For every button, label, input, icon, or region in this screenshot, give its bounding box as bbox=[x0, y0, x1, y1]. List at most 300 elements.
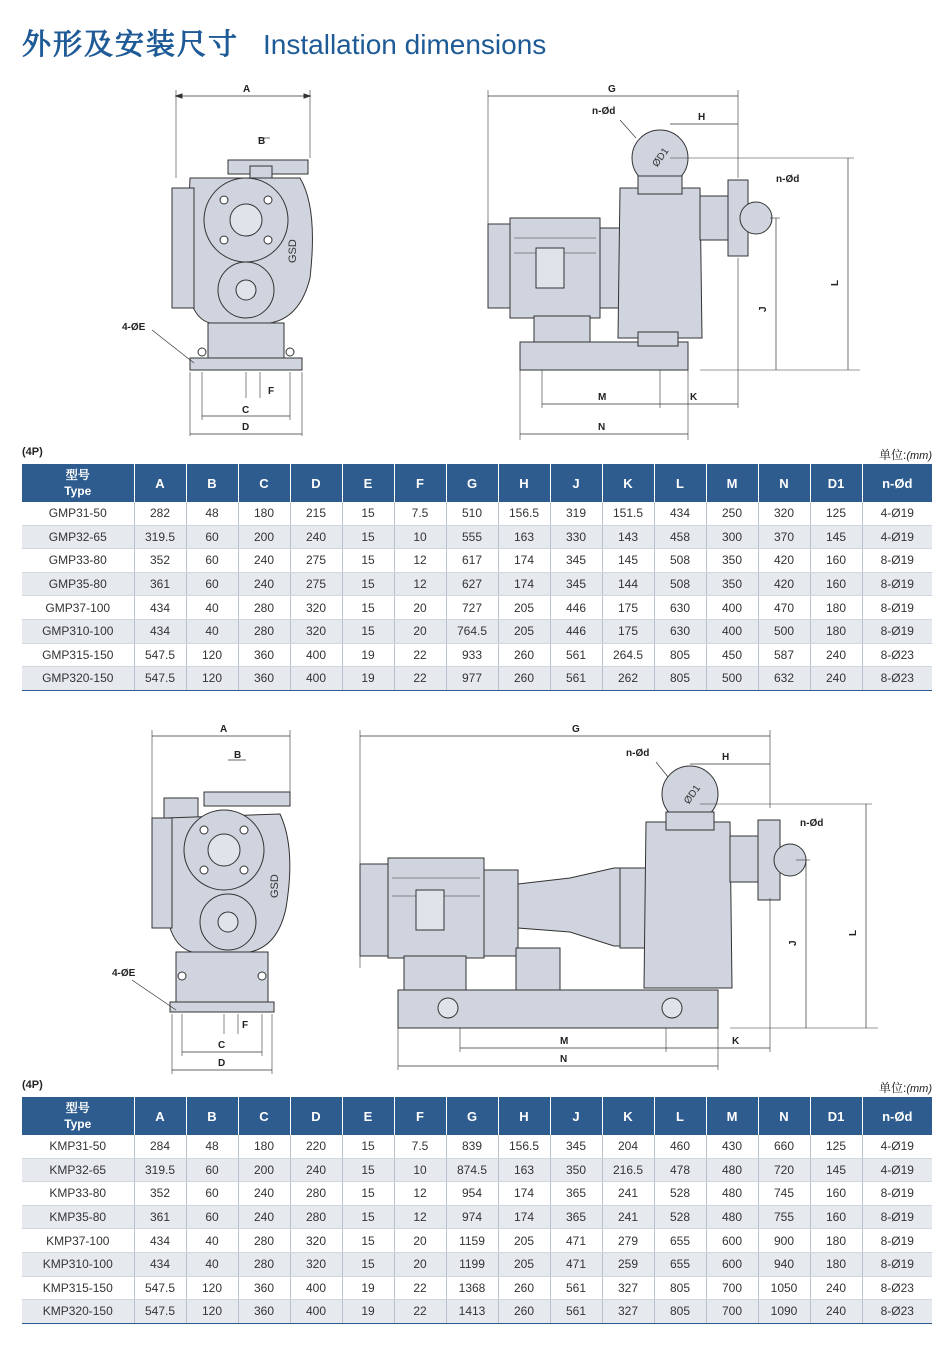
dimension-cell: 240 bbox=[238, 1182, 290, 1206]
gmp-unit-value: (mm) bbox=[906, 450, 932, 462]
column-header: N bbox=[758, 1097, 810, 1135]
dimension-cell: 120 bbox=[186, 667, 238, 691]
dimension-cell: 350 bbox=[706, 572, 758, 596]
column-header-type bbox=[22, 464, 134, 502]
dimension-cell: 180 bbox=[238, 502, 290, 525]
dimension-cell: 805 bbox=[654, 667, 706, 691]
dimension-cell: 15 bbox=[342, 572, 394, 596]
dim-label-k: K bbox=[690, 392, 698, 403]
dim-label-d1: ØD1 bbox=[650, 146, 672, 170]
kmp-dim-label-m: M bbox=[560, 1036, 569, 1047]
dimension-cell: 954 bbox=[446, 1182, 498, 1206]
gmp-unit-prefix: 单位: bbox=[879, 448, 907, 462]
dimension-cell: 8-Ø19 bbox=[862, 572, 932, 596]
dimension-cell: 8-Ø19 bbox=[862, 596, 932, 620]
dimension-cell: 655 bbox=[654, 1252, 706, 1276]
dimension-cell: 360 bbox=[238, 1300, 290, 1324]
dimension-cell: 48 bbox=[186, 502, 238, 525]
dimension-cell: 655 bbox=[654, 1229, 706, 1253]
dimension-cell: 977 bbox=[446, 667, 498, 691]
column-header: A bbox=[134, 1097, 186, 1135]
dimension-cell: 700 bbox=[706, 1300, 758, 1324]
dimension-cell: 400 bbox=[290, 1276, 342, 1300]
kmp-dim-label-d: D bbox=[218, 1058, 226, 1069]
column-header: C bbox=[238, 1097, 290, 1135]
dimension-cell: 365 bbox=[550, 1182, 602, 1206]
dimension-cell: 215 bbox=[290, 502, 342, 525]
dimension-cell: 446 bbox=[550, 619, 602, 643]
column-header: D bbox=[290, 1097, 342, 1135]
dimension-cell: 600 bbox=[706, 1229, 758, 1253]
dimension-cell: 275 bbox=[290, 549, 342, 573]
dimension-cell: 500 bbox=[706, 667, 758, 691]
dimension-cell: 205 bbox=[498, 596, 550, 620]
kmp-dim-label-j: J bbox=[788, 940, 799, 946]
column-header: B bbox=[186, 464, 238, 502]
dimension-cell: 40 bbox=[186, 1229, 238, 1253]
dimension-cell: 320 bbox=[758, 502, 810, 525]
dim-label-l: L bbox=[830, 279, 841, 286]
dimension-cell: 280 bbox=[290, 1182, 342, 1206]
dimension-cell: 22 bbox=[394, 1276, 446, 1300]
kmp-dimension-table bbox=[22, 1097, 932, 1324]
dimension-cell: 20 bbox=[394, 1252, 446, 1276]
dimension-cell: 259 bbox=[602, 1252, 654, 1276]
dim-label-m: M bbox=[598, 392, 607, 403]
dimension-cell: 450 bbox=[706, 643, 758, 667]
dimension-cell: 20 bbox=[394, 619, 446, 643]
column-header: n-Ød bbox=[862, 1097, 932, 1135]
table-header-row bbox=[22, 1097, 932, 1135]
dimension-cell: 40 bbox=[186, 1252, 238, 1276]
type-header-en: Type bbox=[64, 1117, 92, 1131]
dimension-cell: 8-Ø19 bbox=[862, 1205, 932, 1229]
dimension-cell: 900 bbox=[758, 1229, 810, 1253]
dimension-cell: 764.5 bbox=[446, 619, 498, 643]
column-header: M bbox=[706, 464, 758, 502]
dimension-cell: 200 bbox=[238, 525, 290, 549]
kmp-table-body bbox=[22, 1135, 932, 1323]
dimension-cell: 547.5 bbox=[134, 667, 186, 691]
dimension-cell: 345 bbox=[550, 549, 602, 573]
dimension-cell: 10 bbox=[394, 1158, 446, 1182]
dimension-cell: 22 bbox=[394, 667, 446, 691]
dimension-cell: 4-Ø19 bbox=[862, 1135, 932, 1158]
dimension-cell: 319.5 bbox=[134, 525, 186, 549]
title-english: Installation dimensions bbox=[263, 29, 547, 60]
dimension-cell: 320 bbox=[290, 1229, 342, 1253]
dimension-cell: 1368 bbox=[446, 1276, 498, 1300]
dimension-cell: 279 bbox=[602, 1229, 654, 1253]
dimension-cell: 547.5 bbox=[134, 1300, 186, 1324]
gmp-front-view-drawing bbox=[110, 78, 350, 440]
kmp-table-meta bbox=[22, 1079, 932, 1095]
table-row bbox=[22, 572, 932, 596]
column-header: J bbox=[550, 464, 602, 502]
dim-label-f: F bbox=[268, 386, 275, 397]
dimension-cell: 160 bbox=[810, 1182, 862, 1206]
dimension-cell: 180 bbox=[810, 596, 862, 620]
dimension-cell: 420 bbox=[758, 549, 810, 573]
dimension-cell: 327 bbox=[602, 1300, 654, 1324]
kmp-dim-label-b: B bbox=[234, 750, 242, 761]
dimension-cell: 19 bbox=[342, 643, 394, 667]
dimension-cell: 470 bbox=[758, 596, 810, 620]
model-cell: KMP31-50 bbox=[22, 1135, 134, 1158]
dimension-cell: 547.5 bbox=[134, 643, 186, 667]
dimension-cell: 260 bbox=[498, 643, 550, 667]
dimension-cell: 19 bbox=[342, 1300, 394, 1324]
dimension-cell: 430 bbox=[706, 1135, 758, 1158]
dimension-cell: 240 bbox=[810, 667, 862, 691]
dimension-cell: 204 bbox=[602, 1135, 654, 1158]
dimension-cell: 547.5 bbox=[134, 1276, 186, 1300]
dimension-cell: 22 bbox=[394, 1300, 446, 1324]
dimension-cell: 240 bbox=[810, 1300, 862, 1324]
column-header: A bbox=[134, 464, 186, 502]
table-row bbox=[22, 596, 932, 620]
column-header: n-Ød bbox=[862, 464, 932, 502]
column-header: D1 bbox=[810, 1097, 862, 1135]
dimension-cell: 60 bbox=[186, 1205, 238, 1229]
gmp-side-view-drawing bbox=[470, 78, 870, 440]
dimension-cell: 240 bbox=[238, 549, 290, 573]
kmp-dim-label-g: G bbox=[572, 724, 580, 735]
dimension-cell: 508 bbox=[654, 572, 706, 596]
dimension-cell: 319 bbox=[550, 502, 602, 525]
model-cell: KMP33-80 bbox=[22, 1182, 134, 1206]
dimension-cell: 180 bbox=[810, 1229, 862, 1253]
model-cell: GMP31-50 bbox=[22, 502, 134, 525]
dimension-cell: 280 bbox=[290, 1205, 342, 1229]
dimension-cell: 120 bbox=[186, 1300, 238, 1324]
column-header: G bbox=[446, 464, 498, 502]
dimension-cell: 330 bbox=[550, 525, 602, 549]
dimension-cell: 345 bbox=[550, 1135, 602, 1158]
dimension-cell: 60 bbox=[186, 549, 238, 573]
table-row bbox=[22, 1158, 932, 1182]
kmp-pole-label: (4P) bbox=[22, 1079, 43, 1091]
dimension-cell: 1413 bbox=[446, 1300, 498, 1324]
kmp-unit-prefix: 单位: bbox=[879, 1081, 907, 1095]
dimension-cell: 19 bbox=[342, 667, 394, 691]
dimension-cell: 727 bbox=[446, 596, 498, 620]
kmp-dim-label-k: K bbox=[732, 1036, 740, 1047]
kmp-brand-mark: GSD bbox=[269, 874, 281, 898]
dimension-cell: 12 bbox=[394, 549, 446, 573]
dimension-cell: 240 bbox=[238, 1205, 290, 1229]
dimension-cell: 160 bbox=[810, 1205, 862, 1229]
dimension-cell: 8-Ø23 bbox=[862, 1300, 932, 1324]
dimension-cell: 284 bbox=[134, 1135, 186, 1158]
dimension-cell: 365 bbox=[550, 1205, 602, 1229]
dimension-cell: 240 bbox=[238, 572, 290, 596]
dimension-cell: 216.5 bbox=[602, 1158, 654, 1182]
dimension-cell: 720 bbox=[758, 1158, 810, 1182]
dimension-cell: 528 bbox=[654, 1205, 706, 1229]
dimension-cell: 174 bbox=[498, 1182, 550, 1206]
dimension-cell: 156.5 bbox=[498, 1135, 550, 1158]
dimension-cell: 15 bbox=[342, 1229, 394, 1253]
table-row bbox=[22, 1205, 932, 1229]
column-header: N bbox=[758, 464, 810, 502]
table-row bbox=[22, 1182, 932, 1206]
dimension-cell: 874.5 bbox=[446, 1158, 498, 1182]
dimension-cell: 240 bbox=[290, 525, 342, 549]
table-row bbox=[22, 667, 932, 691]
dim-label-a: A bbox=[243, 84, 251, 95]
column-header: L bbox=[654, 464, 706, 502]
kmp-unit-label bbox=[879, 1079, 932, 1096]
dimension-cell: 700 bbox=[706, 1276, 758, 1300]
column-header: H bbox=[498, 464, 550, 502]
column-header: D1 bbox=[810, 464, 862, 502]
dimension-cell: 480 bbox=[706, 1158, 758, 1182]
dimension-cell: 12 bbox=[394, 572, 446, 596]
dimension-cell: 163 bbox=[498, 525, 550, 549]
dimension-cell: 205 bbox=[498, 1229, 550, 1253]
dimension-cell: 20 bbox=[394, 596, 446, 620]
dimension-cell: 20 bbox=[394, 1229, 446, 1253]
gmp-table-header bbox=[22, 464, 932, 502]
table-row bbox=[22, 549, 932, 573]
dimension-cell: 7.5 bbox=[394, 502, 446, 525]
dimension-cell: 480 bbox=[706, 1182, 758, 1206]
dimension-cell: 15 bbox=[342, 619, 394, 643]
column-header: F bbox=[394, 464, 446, 502]
gmp-pole-label: (4P) bbox=[22, 446, 43, 458]
dimension-cell: 8-Ø19 bbox=[862, 1229, 932, 1253]
dimension-cell: 587 bbox=[758, 643, 810, 667]
type-header-cn: 型号 bbox=[65, 1101, 90, 1115]
dimension-cell: 555 bbox=[446, 525, 498, 549]
dimension-cell: 174 bbox=[498, 549, 550, 573]
table-row bbox=[22, 1276, 932, 1300]
dimension-cell: 282 bbox=[134, 502, 186, 525]
dimension-cell: 19 bbox=[342, 1276, 394, 1300]
dimension-cell: 839 bbox=[446, 1135, 498, 1158]
dimension-cell: 145 bbox=[602, 549, 654, 573]
dimension-cell: 12 bbox=[394, 1205, 446, 1229]
dimension-cell: 40 bbox=[186, 596, 238, 620]
dimension-cell: 745 bbox=[758, 1182, 810, 1206]
dimension-cell: 434 bbox=[134, 619, 186, 643]
column-header: M bbox=[706, 1097, 758, 1135]
model-cell: GMP33-80 bbox=[22, 549, 134, 573]
column-header: L bbox=[654, 1097, 706, 1135]
model-cell: GMP315-150 bbox=[22, 643, 134, 667]
column-header: H bbox=[498, 1097, 550, 1135]
dimension-cell: 400 bbox=[706, 596, 758, 620]
model-cell: KMP310-100 bbox=[22, 1252, 134, 1276]
dimension-cell: 8-Ø23 bbox=[862, 667, 932, 691]
dimension-cell: 360 bbox=[238, 643, 290, 667]
dimension-cell: 260 bbox=[498, 1300, 550, 1324]
dimension-cell: 8-Ø23 bbox=[862, 1276, 932, 1300]
kmp-dim-label-nd-side: n-Ød bbox=[800, 818, 824, 829]
dimension-cell: 434 bbox=[134, 596, 186, 620]
dimension-cell: 630 bbox=[654, 596, 706, 620]
dimension-cell: 15 bbox=[342, 596, 394, 620]
dimension-cell: 617 bbox=[446, 549, 498, 573]
dimension-cell: 370 bbox=[758, 525, 810, 549]
dimension-cell: 561 bbox=[550, 1276, 602, 1300]
dimension-cell: 471 bbox=[550, 1229, 602, 1253]
dimension-cell: 156.5 bbox=[498, 502, 550, 525]
dimension-cell: 7.5 bbox=[394, 1135, 446, 1158]
dimension-cell: 160 bbox=[810, 572, 862, 596]
dimension-cell: 361 bbox=[134, 1205, 186, 1229]
dimension-cell: 280 bbox=[238, 619, 290, 643]
dimension-cell: 805 bbox=[654, 1276, 706, 1300]
gmp-table-meta bbox=[22, 446, 932, 462]
dimension-cell: 175 bbox=[602, 596, 654, 620]
dimension-cell: 280 bbox=[238, 1229, 290, 1253]
dimension-cell: 8-Ø23 bbox=[862, 643, 932, 667]
column-header: E bbox=[342, 1097, 394, 1135]
dimension-cell: 151.5 bbox=[602, 502, 654, 525]
dim-label-g: G bbox=[608, 84, 616, 95]
brand-mark: GSD bbox=[287, 239, 299, 263]
dimension-cell: 805 bbox=[654, 643, 706, 667]
model-cell: GMP32-65 bbox=[22, 525, 134, 549]
dimension-cell: 805 bbox=[654, 1300, 706, 1324]
kmp-dim-label-h: H bbox=[722, 752, 730, 763]
dimension-cell: 360 bbox=[238, 667, 290, 691]
column-header: C bbox=[238, 464, 290, 502]
dimension-cell: 275 bbox=[290, 572, 342, 596]
dimension-cell: 240 bbox=[810, 643, 862, 667]
title-chinese: 外形及安装尺寸 bbox=[22, 27, 240, 61]
dimension-cell: 4-Ø19 bbox=[862, 502, 932, 525]
dimension-cell: 400 bbox=[706, 619, 758, 643]
dimension-cell: 940 bbox=[758, 1252, 810, 1276]
dimension-cell: 144 bbox=[602, 572, 654, 596]
dimension-cell: 350 bbox=[706, 549, 758, 573]
dimension-cell: 143 bbox=[602, 525, 654, 549]
dimension-cell: 175 bbox=[602, 619, 654, 643]
kmp-dim-label-d1: ØD1 bbox=[682, 783, 704, 807]
kmp-front-view-drawing bbox=[100, 718, 340, 1078]
model-cell: KMP320-150 bbox=[22, 1300, 134, 1324]
model-cell: KMP315-150 bbox=[22, 1276, 134, 1300]
kmp-dim-label-l: L bbox=[848, 929, 859, 936]
dim-label-b: B bbox=[258, 136, 266, 147]
dimension-cell: 174 bbox=[498, 572, 550, 596]
page-title bbox=[22, 22, 546, 62]
kmp-dim-label-a: A bbox=[220, 724, 228, 735]
dimension-cell: 561 bbox=[550, 643, 602, 667]
dimension-cell: 446 bbox=[550, 596, 602, 620]
dimension-cell: 15 bbox=[342, 1158, 394, 1182]
dimension-cell: 361 bbox=[134, 572, 186, 596]
dimension-cell: 125 bbox=[810, 1135, 862, 1158]
table-row bbox=[22, 525, 932, 549]
dimension-cell: 15 bbox=[342, 1182, 394, 1206]
dimension-cell: 264.5 bbox=[602, 643, 654, 667]
gmp-table-body bbox=[22, 502, 932, 690]
model-cell: GMP37-100 bbox=[22, 596, 134, 620]
dimension-cell: 320 bbox=[290, 596, 342, 620]
dimension-cell: 180 bbox=[810, 619, 862, 643]
dimension-cell: 352 bbox=[134, 549, 186, 573]
dimension-cell: 240 bbox=[290, 1158, 342, 1182]
dimension-cell: 240 bbox=[810, 1276, 862, 1300]
dimension-cell: 180 bbox=[810, 1252, 862, 1276]
model-cell: KMP32-65 bbox=[22, 1158, 134, 1182]
dimension-cell: 660 bbox=[758, 1135, 810, 1158]
model-cell: KMP37-100 bbox=[22, 1229, 134, 1253]
kmp-unit-value: (mm) bbox=[906, 1083, 932, 1095]
dimension-cell: 4-Ø19 bbox=[862, 525, 932, 549]
dimension-cell: 420 bbox=[758, 572, 810, 596]
dimension-cell: 280 bbox=[238, 1252, 290, 1276]
dimension-cell: 500 bbox=[758, 619, 810, 643]
dimension-cell: 174 bbox=[498, 1205, 550, 1229]
dimension-cell: 1090 bbox=[758, 1300, 810, 1324]
column-header: F bbox=[394, 1097, 446, 1135]
dimension-cell: 933 bbox=[446, 643, 498, 667]
column-header: K bbox=[602, 464, 654, 502]
dimension-cell: 460 bbox=[654, 1135, 706, 1158]
dimension-cell: 627 bbox=[446, 572, 498, 596]
dimension-cell: 262 bbox=[602, 667, 654, 691]
dim-label-nd-side: n-Ød bbox=[776, 174, 800, 185]
dimension-cell: 434 bbox=[134, 1252, 186, 1276]
dimension-cell: 15 bbox=[342, 1135, 394, 1158]
table-row bbox=[22, 1229, 932, 1253]
dimension-cell: 630 bbox=[654, 619, 706, 643]
dimension-cell: 15 bbox=[342, 502, 394, 525]
dimension-cell: 400 bbox=[290, 667, 342, 691]
dimension-cell: 15 bbox=[342, 1205, 394, 1229]
dim-label-e: 4-ØE bbox=[122, 322, 146, 333]
dimension-cell: 480 bbox=[706, 1205, 758, 1229]
dim-label-h: H bbox=[698, 112, 706, 123]
kmp-dim-label-n: N bbox=[560, 1054, 568, 1065]
dimension-cell: 600 bbox=[706, 1252, 758, 1276]
dimension-cell: 561 bbox=[550, 1300, 602, 1324]
dimension-cell: 40 bbox=[186, 619, 238, 643]
dimension-cell: 8-Ø19 bbox=[862, 1182, 932, 1206]
gmp-unit-label bbox=[879, 446, 932, 463]
dimension-cell: 260 bbox=[498, 1276, 550, 1300]
dimension-cell: 327 bbox=[602, 1276, 654, 1300]
table-row bbox=[22, 1300, 932, 1324]
dimension-cell: 360 bbox=[238, 1276, 290, 1300]
dim-label-nd-top: n-Ød bbox=[592, 106, 616, 117]
kmp-dim-label-nd-top: n-Ød bbox=[626, 748, 650, 759]
table-row bbox=[22, 1252, 932, 1276]
dimension-cell: 350 bbox=[550, 1158, 602, 1182]
dimension-cell: 4-Ø19 bbox=[862, 1158, 932, 1182]
kmp-side-view-drawing bbox=[350, 718, 890, 1078]
table-row bbox=[22, 502, 932, 525]
dim-label-j: J bbox=[758, 306, 769, 312]
table-header-row bbox=[22, 464, 932, 502]
dimension-cell: 1199 bbox=[446, 1252, 498, 1276]
dimension-cell: 60 bbox=[186, 525, 238, 549]
dim-label-c: C bbox=[242, 405, 250, 416]
dimension-cell: 528 bbox=[654, 1182, 706, 1206]
dimension-cell: 120 bbox=[186, 1276, 238, 1300]
column-header: E bbox=[342, 464, 394, 502]
dim-label-d: D bbox=[242, 422, 250, 433]
dimension-cell: 510 bbox=[446, 502, 498, 525]
dimension-cell: 478 bbox=[654, 1158, 706, 1182]
dimension-cell: 241 bbox=[602, 1205, 654, 1229]
table-row bbox=[22, 619, 932, 643]
